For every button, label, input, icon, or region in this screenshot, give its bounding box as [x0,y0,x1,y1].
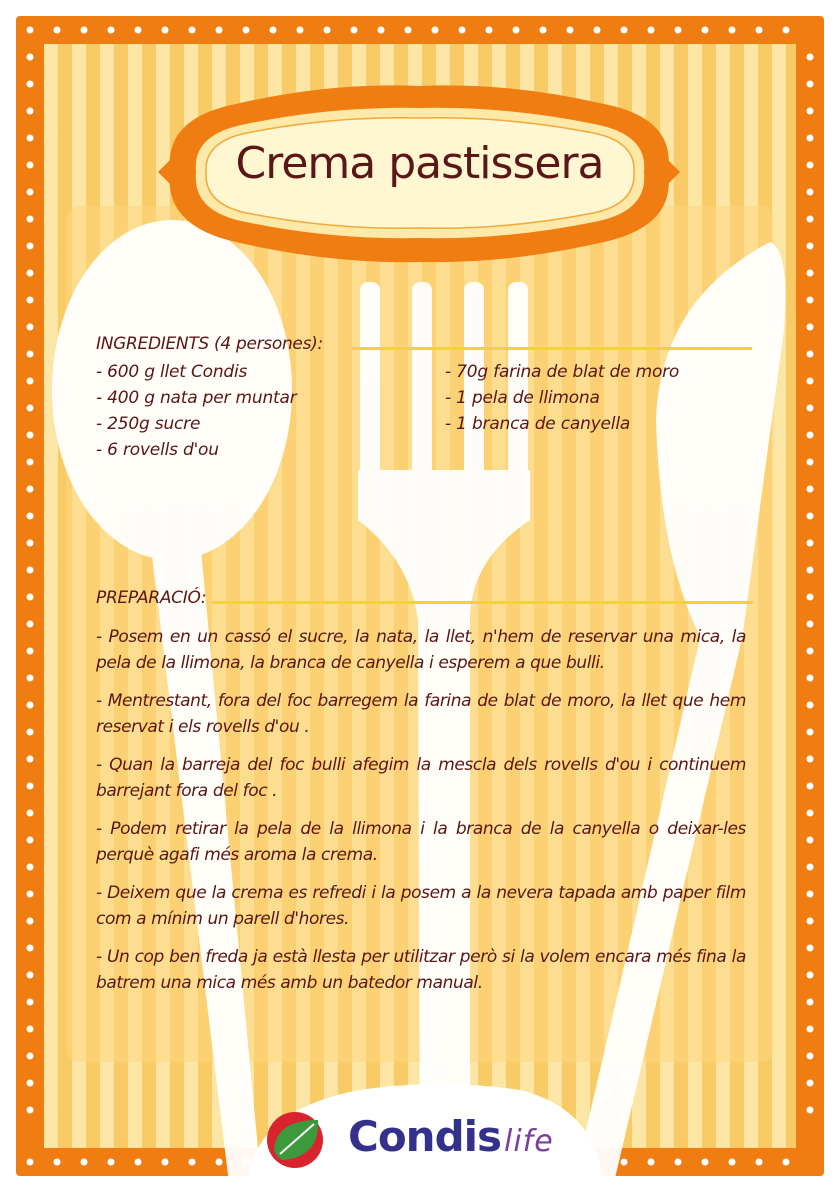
logo-brand-text: Condis [348,1112,502,1161]
ingredients-heading: INGREDIENTS (4 persones): [96,334,323,354]
ingredient-item: - 250g sucre [96,414,201,434]
preparation-step: - Posem en un cassó el sucre, la nata, la llet, n'hem de reservar una mica, la pela de la llimona, la branca de canyella i esperem a que bulli. [96,627,746,673]
preparation-heading: PREPARACIÓ: [96,588,207,608]
ingredient-item: - 70g farina de blat de moro [445,362,680,382]
preparation-step: - Mentrestant, fora del foc barregem la farina de blat de moro, la llet que hem reservat i els rovells d'ou . [96,691,746,737]
ingredient-item: - 400 g nata per muntar [96,388,297,408]
preparation-steps [96,624,746,1008]
preparation-rule [212,601,753,604]
ingredient-item: - 1 branca de canyella [445,414,631,434]
condis-life-logo [262,1108,592,1172]
ingredient-item: - 600 g llet Condis [96,362,248,382]
preparation-step: - Podem retirar la pela de la llimona i la branca de la canyella o deixar-les perquè agafi més aroma la crema. [96,819,746,865]
ingredients-rule [352,347,752,350]
logo-sub-text: life [504,1124,554,1159]
preparation-step: - Un cop ben freda ja està llesta per utilitzar però si la volem encara més fina la batrem una mica més amb un batedor manual. [96,947,746,993]
leaf-logo-icon [262,1110,332,1170]
ingredient-item: - 6 rovells d'ou [96,440,219,460]
ingredient-item: - 1 pela de llimona [445,388,600,408]
preparation-step: - Quan la barreja del foc bulli afegim la mescla dels rovells d'ou i continuem barrejant fora del foc . [96,755,746,801]
ingredients-column-2 [445,359,679,437]
recipe-title: Crema pastissera [235,138,604,189]
preparation-step: - Deixem que la crema es refredi i la posem a la nevera tapada amb paper film com a mínim un parell d'hores. [96,883,746,929]
ingredients-column-1 [96,359,297,463]
